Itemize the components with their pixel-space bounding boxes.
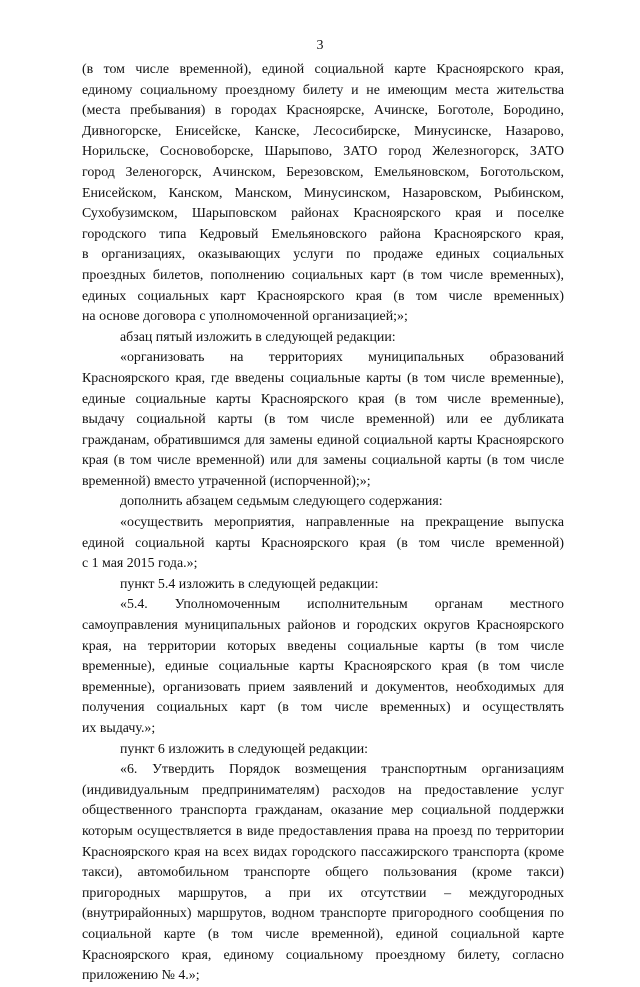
text-line: Красноярского края, где введены социальные карты (в том числе временные),: [82, 370, 564, 386]
text-line: социальной карте (в том числе временной), единой социальной карте: [82, 926, 564, 942]
text-line: с 1 мая 2015 года.»;: [82, 556, 198, 572]
text-line: (индивидуальным предпринимателям) расходов на предоставление услуг: [82, 782, 564, 798]
text-line: пункт 6 изложить в следующей редакции:: [120, 741, 369, 757]
text-line: (места пребывания) в городах Красноярске, Ачинске, Боготоле, Бородино,: [82, 103, 564, 119]
text-line: края, на территории которых введены социальные карты (в том числе: [82, 638, 564, 654]
text-line: выдачу социальной карты (в том числе временной) или ее дубликата: [82, 412, 564, 428]
text-line: (в том числе временной), единой социальной карте Красноярского края,: [82, 62, 564, 77]
text-line: в организациях, оказывающих услуги по продаже единых социальных: [82, 247, 564, 263]
text-line: временные), единые социальные карты Красноярского края (в том числе: [82, 659, 564, 675]
text-line: края (в том числе временной) или для замены социальной карты (в том числе: [82, 453, 564, 469]
text-line: абзац пятый изложить в следующей редакции:: [120, 329, 396, 345]
text-line: такси), автомобильном транспорте общего пользования (кроме такси): [82, 865, 564, 881]
text-line: Красноярского края на всех видах городского пассажирского транспорта (кроме: [82, 844, 564, 860]
text-line: «5.4. Уполномоченным исполнительным органам местного: [120, 597, 564, 613]
text-line: единой социальной карты Красноярского края (в том числе временной): [82, 535, 564, 551]
text-line: Сухобузимском, Шарыповском районах Красноярского края и поселке: [82, 206, 564, 222]
text-line: единому социальному проездному билету и не имеющим места жительства: [82, 82, 564, 98]
text-line: общественного транспорта гражданам, оказание мер социальной поддержки: [82, 803, 564, 819]
text-line: гражданам, обратившимся для замены единой социальной карты Красноярского: [82, 432, 564, 448]
text-line: самоуправления муниципальных районов и городских округов Красноярского: [82, 618, 564, 634]
text-line: пригородных маршрутов, а при их отсутствии – междугородных: [82, 885, 564, 901]
text-line: Красноярского края, единому социальному проездному билету, согласно: [82, 947, 564, 963]
text-line: единых социальных карт Красноярского края (в том числе временных): [82, 288, 564, 304]
text-line: временные), организовать прием заявлений и документов, необходимых для: [82, 679, 564, 695]
text-line: дополнить абзацем седьмым следующего содержания:: [120, 494, 443, 510]
text-line: проездных билетов, пополнению социальных карт (в том числе временных),: [82, 267, 564, 283]
text-line: пункт 5.4 изложить в следующей редакции:: [120, 576, 379, 592]
text-line: их выдачу.»;: [82, 721, 156, 736]
text-line: город Зеленогорск, Ачинском, Березовском, Емельяновском, Боготольском,: [82, 164, 564, 180]
text-line: «организовать на территориях муниципальных образований: [120, 350, 564, 366]
text-line: Енисейском, Канском, Манском, Минусинском, Назаровском, Рыбинском,: [82, 185, 564, 201]
text-line: «осуществить мероприятия, направленные на прекращение выпуска: [120, 515, 564, 531]
text-line: которым осуществляется в виде предоставления права на проезд по территории: [82, 823, 564, 839]
page-number: 3: [316, 38, 324, 53]
text-line: (внутрирайонных) маршрутов, водном транспорте пригородного сообщения по: [82, 906, 564, 922]
document-body: [82, 60, 564, 987]
text-line: временной) вместо утраченной (испорченной);»;: [82, 473, 371, 489]
text-line: Дивногорске, Енисейске, Канске, Лесосибирске, Минусинске, Назарово,: [82, 123, 564, 139]
text-line: городского типа Кедровый Емельяновского района Красноярского края,: [82, 226, 564, 242]
text-line: приложению № 4.»;: [82, 968, 200, 984]
text-line: Норильске, Сосновоборске, Шарыпово, ЗАТО город Железногорск, ЗАТО: [82, 144, 564, 160]
text-line: на основе договора с уполномоченной организацией;»;: [82, 309, 408, 325]
text-line: единые социальные карты Красноярского края (в том числе временные),: [82, 391, 564, 407]
text-line: «6. Утвердить Порядок возмещения транспортным организациям: [120, 762, 564, 778]
text-line: получения социальных карт (в том числе временных) и осуществлять: [82, 700, 564, 716]
